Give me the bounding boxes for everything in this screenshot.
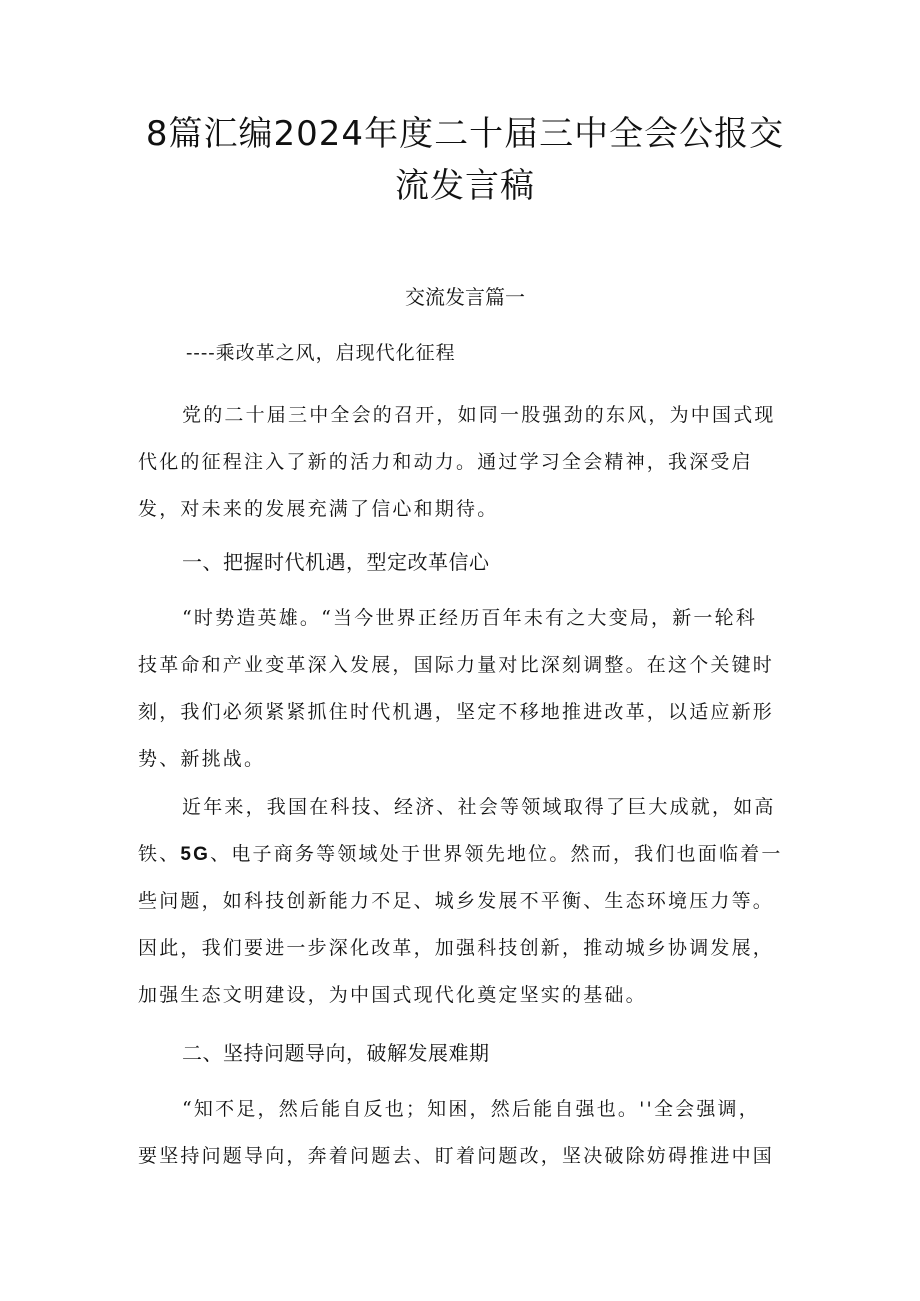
title-line-2: 流发言稿: [395, 166, 535, 206]
subtitle: ----乘改革之风，启现代化征程: [186, 342, 456, 364]
paragraph-2: [138, 595, 798, 783]
paragraph-3-5g: 5G: [180, 844, 211, 865]
title-line-1: 8篇汇编2024年度二十届三中全会公报交: [145, 114, 785, 154]
paragraph-3-line-2-suffix: 、电子商务等领域处于世界领先地位。然而，我们也面临着一: [210, 843, 783, 865]
paragraph-2-line-4: 势、新挑战。: [138, 748, 266, 770]
paragraph-4-line-2: 要坚持问题导向，奔着问题去、盯着问题改，坚决破除妨碍推进中国: [138, 1145, 775, 1167]
paragraph-3-line-1: 近年来，我国在科技、经济、社会等领域取得了巨大成就，如高: [182, 796, 776, 818]
paragraph-3-line-3: 些问题，如科技创新能力不足、城乡发展不平衡、生态环境压力等。: [138, 890, 775, 912]
paragraph-1-line-3: 发，对未来的发展充满了信心和期待。: [138, 498, 499, 520]
paragraph-3-line-4: 因此，我们要进一步深化改革，加强科技创新，推动城乡协调发展，: [138, 937, 775, 959]
heading-2: 二、坚持问题导向，破解发展难期: [182, 1041, 490, 1065]
paragraph-4: [138, 1086, 798, 1180]
paragraph-3-line-5: 加强生态文明建设，为中国式现代化奠定坚实的基础。: [138, 984, 647, 1006]
paragraph-4-line-1: “知不足，然后能自反也；知困，然后能自强也。''全会强调，: [182, 1098, 760, 1120]
paragraph-3-line-2-prefix: 铁、: [138, 843, 181, 865]
section-title: 交流发言篇一: [405, 285, 525, 309]
paragraph-2-line-2: 技革命和产业变革深入发展，国际力量对比深刻调整。在这个关键时: [138, 654, 775, 676]
document-title: [120, 108, 810, 212]
paragraph-1: [138, 392, 798, 533]
paragraph-2-line-1: “时势造英雄。“当今世界正经历百年未有之大变局，新一轮科: [182, 607, 758, 629]
paragraph-3-line-2: [138, 831, 798, 878]
paragraph-3: [138, 784, 798, 1019]
paragraph-2-line-3: 刻，我们必须紧紧抓住时代机遇，坚定不移地推进改革，以适应新形: [138, 701, 775, 723]
paragraph-1-line-2: 代化的征程注入了新的活力和动力。通过学习全会精神，我深受启: [138, 451, 753, 473]
paragraph-1-line-1: 党的二十届三中全会的召开，如同一股强劲的东风，为中国式现: [182, 404, 776, 426]
heading-1: 一、把握时代机遇，型定改革信心: [182, 550, 490, 574]
